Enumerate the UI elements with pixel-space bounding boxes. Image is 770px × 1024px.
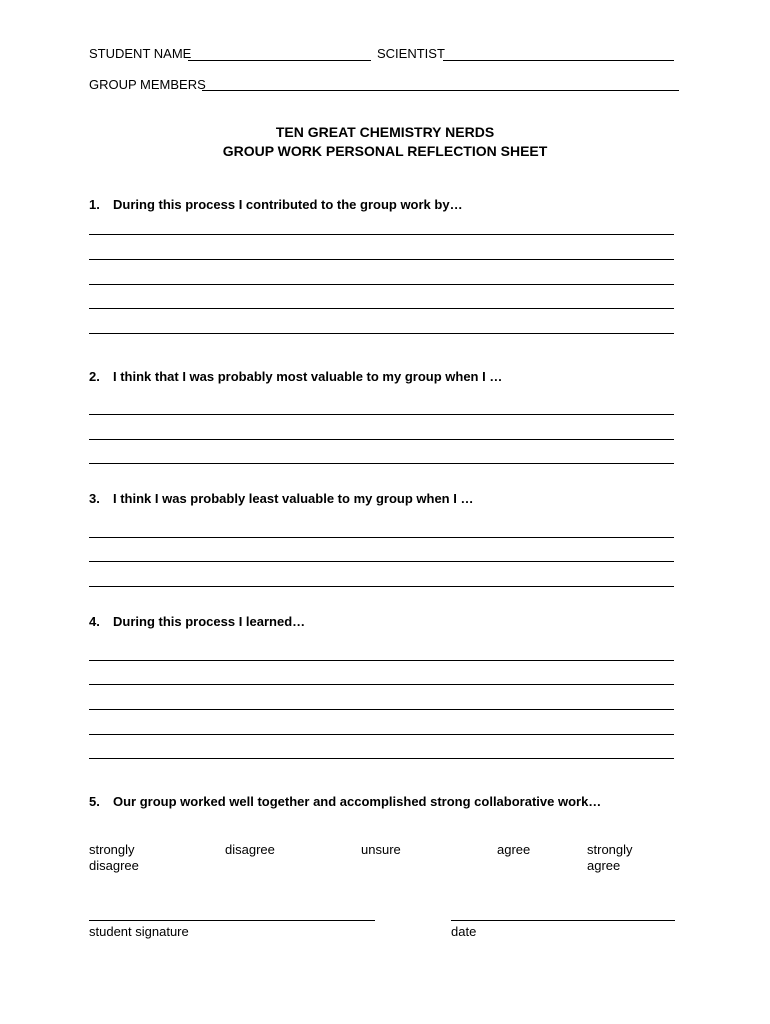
answer-line[interactable] <box>89 333 674 334</box>
student-name-label: STUDENT NAME <box>89 46 192 61</box>
signature-field[interactable] <box>89 920 375 921</box>
answer-line[interactable] <box>89 684 674 685</box>
scale-option-agree[interactable]: agree <box>497 842 531 857</box>
scientist-label: SCIENTIST <box>377 46 445 61</box>
answer-line[interactable] <box>89 709 674 710</box>
page-title: TEN GREAT CHEMISTRY NERDS <box>275 124 495 140</box>
answer-line[interactable] <box>89 734 674 735</box>
question-3-number: 3. <box>89 491 100 506</box>
scale-option-disagree[interactable]: disagree <box>225 842 275 857</box>
scale-option-strongly-agree[interactable]: strongly agree <box>587 842 633 873</box>
answer-line[interactable] <box>89 284 674 285</box>
signature-label: student signature <box>89 924 189 939</box>
question-1-number: 1. <box>89 197 100 212</box>
scale-option-strongly-disagree[interactable]: strongly disagree <box>89 842 139 873</box>
question-1-text: During this process I contributed to the group work by… <box>113 197 463 212</box>
answer-line[interactable] <box>89 463 674 464</box>
question-3-text: I think I was probably least valuable to my group when I … <box>113 491 474 506</box>
answer-line[interactable] <box>89 308 674 309</box>
question-2-text: I think that I was probably most valuable to my group when I … <box>113 369 503 384</box>
answer-line[interactable] <box>89 758 674 759</box>
question-4-text: During this process I learned… <box>113 614 306 629</box>
answer-line[interactable] <box>89 439 674 440</box>
student-name-field[interactable] <box>188 60 371 61</box>
question-5-text: Our group worked well together and accomplished strong collaborative work… <box>113 794 602 809</box>
group-members-label: GROUP MEMBERS <box>89 77 206 92</box>
answer-line[interactable] <box>89 660 674 661</box>
scientist-field[interactable] <box>443 60 674 61</box>
question-2-number: 2. <box>89 369 100 384</box>
question-4-number: 4. <box>89 614 100 629</box>
date-field[interactable] <box>451 920 675 921</box>
page-subtitle: GROUP WORK PERSONAL REFLECTION SHEET <box>222 143 548 159</box>
question-5-number: 5. <box>89 794 100 809</box>
group-members-field[interactable] <box>202 90 679 91</box>
answer-line[interactable] <box>89 586 674 587</box>
answer-line[interactable] <box>89 537 674 538</box>
answer-line[interactable] <box>89 234 674 235</box>
date-label: date <box>451 924 477 939</box>
answer-line[interactable] <box>89 414 674 415</box>
scale-option-unsure[interactable]: unsure <box>361 842 401 857</box>
answer-line[interactable] <box>89 259 674 260</box>
answer-line[interactable] <box>89 561 674 562</box>
